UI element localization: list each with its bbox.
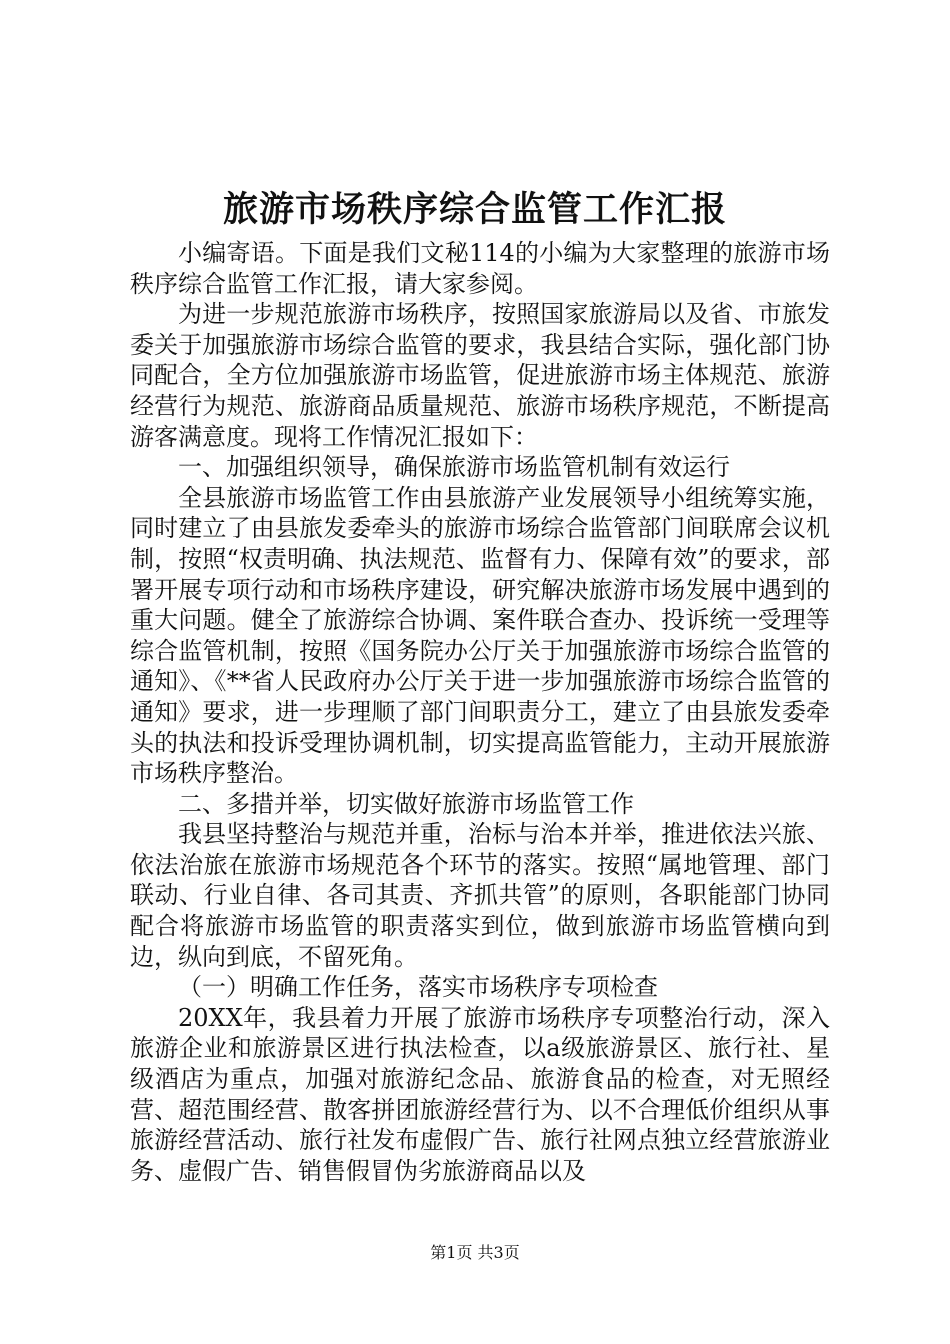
document-body — [130, 238, 830, 1186]
document-title: 旅游市场秩序综合监管工作汇报 — [222, 189, 727, 230]
body-paragraph: 20XX年，我县着力开展了旅游市场秩序专项整治行动，深入旅游企业和旅游景区进行执法检查，以a级旅游景区、旅行社、星级酒店为重点，加强对旅游纪念品、旅游食品的检查，对无照经营、超范围经营、散客拼团旅游经营行为、以不合理低价组织从事旅游经营活动、旅行社发布虚假广告、旅行社网点独立经营旅游业务、虚假广告、销售假冒伪劣旅游商品以及 — [130, 1003, 830, 1185]
section-heading-2: 二、多措并举，切实做好旅游市场监管工作 — [178, 789, 634, 818]
body-paragraph: 为进一步规范旅游市场秩序，按照国家旅游局以及省、市旅发委关于加强旅游市场综合监管的要求，我县结合实际，强化部门协同配合，全方位加强旅游市场监管，促进旅游市场主体规范、旅游经营行为规范、旅游商品质量规范、旅游市场秩序规范，不断提高游客满意度。现将工作情况汇报如下： — [130, 300, 830, 451]
subsection-heading-1: （一）明确工作任务，落实市场秩序专项检查 — [178, 973, 658, 1002]
intro-paragraph: 小编寄语。下面是我们文秘114的小编为大家整理的旅游市场秩序综合监管工作汇报，请大家参阅。 — [130, 239, 830, 298]
section-heading-1: 一、加强组织领导，确保旅游市场监管机制有效运行 — [178, 453, 730, 482]
page-footer: 第1页 共3页 — [430, 1243, 520, 1262]
body-paragraph: 我县坚持整治与规范并重，治标与治本并举，推进依法兴旅、依法治旅在旅游市场规范各个环节的落实。按照“属地管理、部门联动、行业自律、各司其责、齐抓共管”的原则，各职能部门协同配合将旅游市场监管的职责落实到位，做到旅游市场监管横向到边，纵向到底，不留死角。 — [130, 820, 830, 971]
body-paragraph: 全县旅游市场监管工作由县旅游产业发展领导小组统筹实施，同时建立了由县旅发委牵头的旅游市场综合监管部门间联席会议机制，按照“权责明确、执法规范、监督有力、保障有效”的要求，部署开展专项行动和市场秩序建设，研究解决旅游市场发展中遇到的重大问题。健全了旅游综合协调、案件联合查办、投诉统一受理等综合监管机制，按照《国务院办公厅关于加强旅游市场综合监管的通知》、《**省人民政府办公厅关于进一步加强旅游市场综合监管的通知》要求，进一步理顺了部门间职责分工，建立了由县旅发委牵头的执法和投诉受理协调机制，切实提高监管能力，主动开展旅游市场秩序整治。 — [130, 483, 830, 788]
